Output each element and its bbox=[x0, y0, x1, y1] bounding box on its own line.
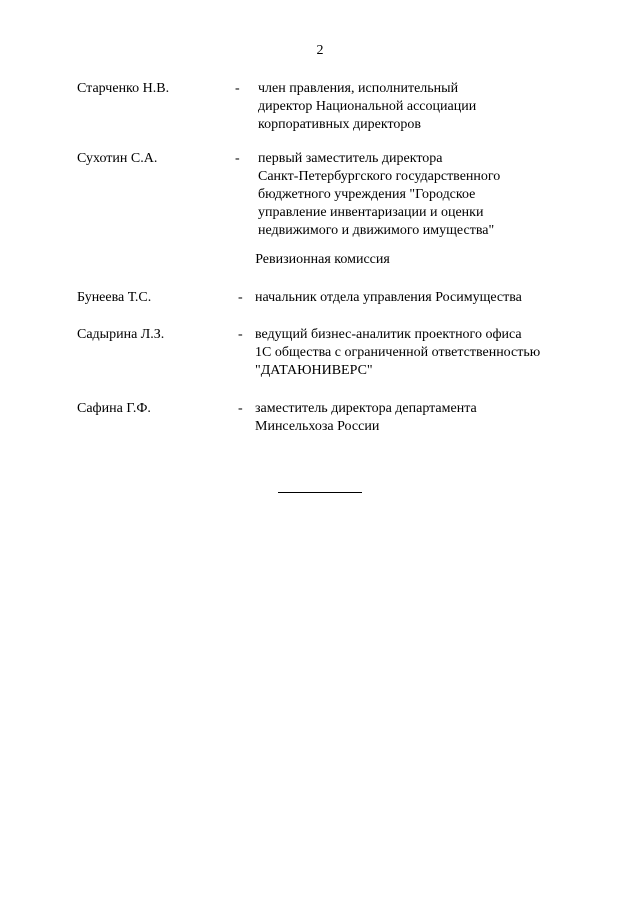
position-line: Санкт-Петербургского государственного bbox=[258, 169, 501, 184]
position-line: недвижимого и движимого имущества" bbox=[258, 223, 495, 238]
section-heading bbox=[0, 251, 640, 269]
position-line: первый заместитель директора bbox=[258, 151, 443, 166]
member-position bbox=[258, 80, 618, 134]
member-name: Бунеева Т.С. bbox=[77, 290, 152, 305]
dash-separator: - bbox=[235, 151, 240, 166]
position-line: 1С общества с ограниченной ответственностью bbox=[255, 345, 541, 360]
position-line: заместитель директора департамента bbox=[255, 401, 477, 416]
position-line: начальник отдела управления Росимущества bbox=[255, 290, 522, 305]
member-name: Садырина Л.З. bbox=[77, 327, 165, 342]
position-line: корпоративных директоров bbox=[258, 117, 422, 132]
dash-separator: - bbox=[238, 290, 243, 305]
position-line: ведущий бизнес-аналитик проектного офиса bbox=[255, 327, 522, 342]
member-name: Сафина Г.Ф. bbox=[77, 401, 151, 416]
position-line: Минсельхоза России bbox=[255, 419, 380, 434]
position-line: член правления, исполнительный bbox=[258, 81, 459, 96]
member-position bbox=[255, 400, 615, 436]
member-position bbox=[255, 326, 615, 380]
position-line: "ДАТАЮНИВЕРС" bbox=[255, 363, 373, 378]
dash-separator: - bbox=[238, 327, 243, 342]
audit-commission-heading: Ревизионная комиссия bbox=[255, 252, 390, 267]
member-position bbox=[255, 289, 615, 307]
dash-separator: - bbox=[235, 81, 240, 96]
member-name: Старченко Н.В. bbox=[77, 81, 170, 96]
member-position bbox=[258, 150, 618, 240]
member-name: Сухотин С.А. bbox=[77, 151, 158, 166]
position-line: бюджетного учреждения "Городское bbox=[258, 187, 476, 202]
end-of-document-rule bbox=[278, 492, 362, 493]
dash-separator: - bbox=[238, 401, 243, 416]
position-line: управление инвентаризации и оценки bbox=[258, 205, 484, 220]
page-number: 2 bbox=[316, 43, 324, 58]
position-line: директор Национальной ассоциации bbox=[258, 99, 477, 114]
